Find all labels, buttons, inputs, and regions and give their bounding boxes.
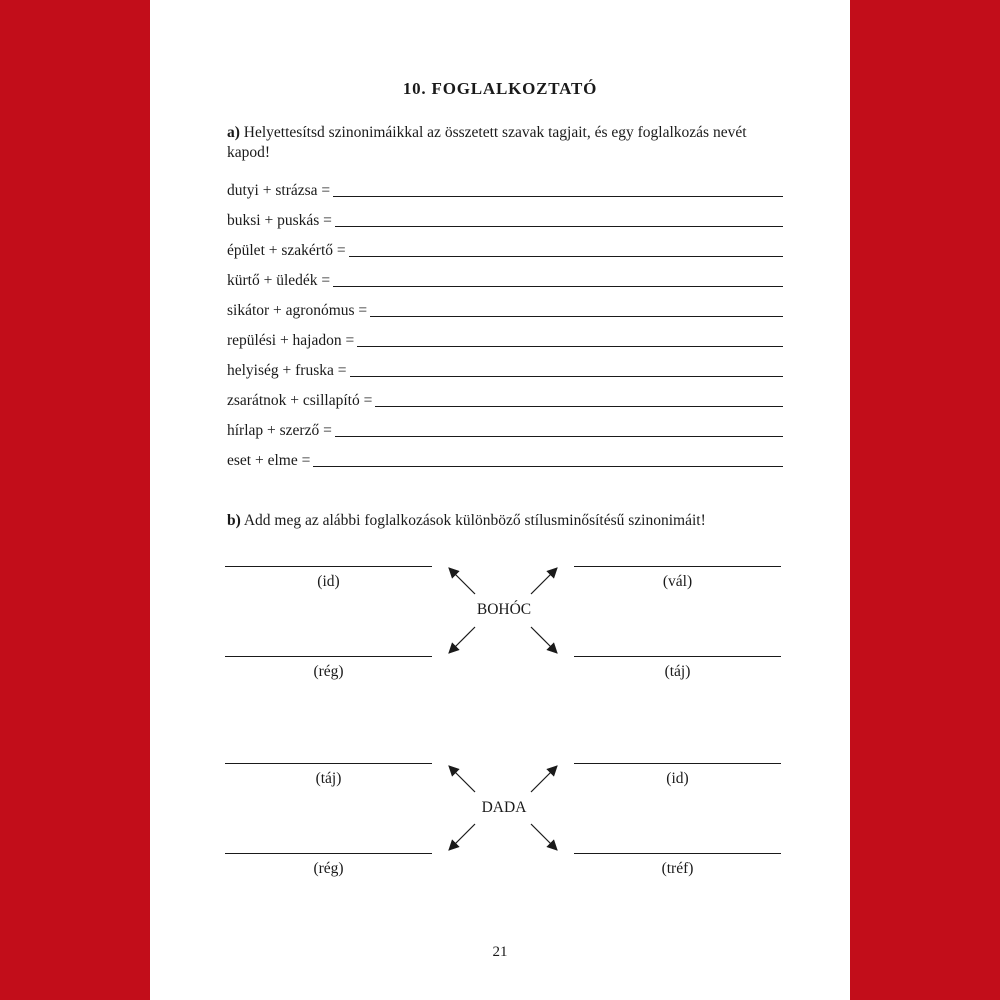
compound-word-label: eset + elme = <box>227 452 311 469</box>
exercise-title: 10. FOGLALKOZTATÓ <box>402 79 598 98</box>
part-b-marker: b) <box>227 512 241 529</box>
arrow-icon <box>449 568 475 594</box>
compound-word-label: épület + szakértő = <box>227 242 346 259</box>
style-label-bottom-right: (táj) <box>664 663 691 680</box>
style-label-bottom-left: (rég) <box>313 663 344 680</box>
compound-word-label: sikátor + agronómus = <box>227 302 368 319</box>
compound-word-label: zsarátnok + csillapító = <box>227 392 373 409</box>
style-label-top-right: (vál) <box>662 573 693 590</box>
arrow-icon <box>449 627 475 653</box>
arrow-icon <box>531 766 557 792</box>
center-word: BOHÓC <box>476 601 532 618</box>
part-b-text: Add meg az alábbi foglalkozások különböző stílusminősítésű szinonimáit! <box>243 512 706 529</box>
arrow-icon <box>449 824 475 850</box>
style-label-bottom-right: (tréf) <box>661 860 694 877</box>
style-label-top-left: (id) <box>317 573 340 590</box>
style-label-top-left: (táj) <box>315 770 342 787</box>
worksheet-page <box>150 0 850 1000</box>
compound-word-label: dutyi + strázsa = <box>227 182 331 199</box>
compound-word-label: kürtő + üledék = <box>227 272 331 289</box>
arrow-icon <box>449 766 475 792</box>
compound-word-label: buksi + puskás = <box>227 212 332 229</box>
page-number: 21 <box>492 944 508 960</box>
compound-word-label: helyiség + fruska = <box>227 362 347 379</box>
part-a-text: Helyettesítsd szinonimáikkal az összetett szavak tagjait, és egy foglalkozás nevét kapod! <box>227 124 747 161</box>
arrow-icon <box>531 627 557 653</box>
arrow-icon <box>531 568 557 594</box>
compound-word-label: repülési + hajadon = <box>227 332 355 349</box>
style-label-bottom-left: (rég) <box>313 860 344 877</box>
diagram-arrows <box>150 0 850 1000</box>
style-label-top-right: (id) <box>666 770 689 787</box>
part-a-marker: a) <box>227 124 240 141</box>
center-word: DADA <box>481 799 527 816</box>
compound-word-label: hírlap + szerző = <box>227 422 332 439</box>
arrow-icon <box>531 824 557 850</box>
